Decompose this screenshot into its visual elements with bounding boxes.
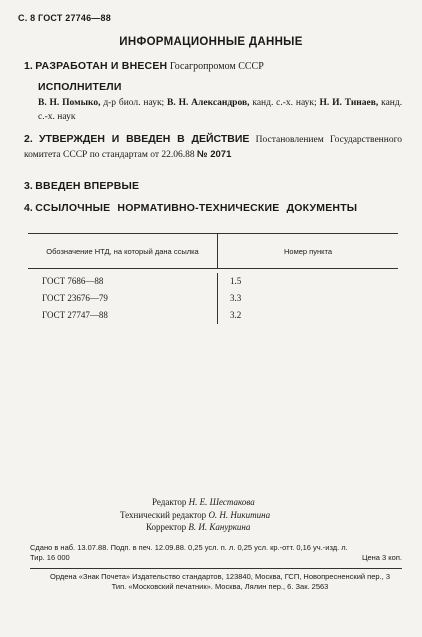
performer-1-degree: д-р биол. наук; [103,98,165,108]
section-2-heading: УТВЕРЖДЕН И ВВЕДЕН В ДЕЙСТВИЕ [39,133,250,145]
tech-editor-line [120,509,270,522]
publisher-footer [30,572,410,592]
performer-3-degree: канд. с.-х. наук [38,98,403,122]
table-cell-document: ГОСТ 23676—79 [28,290,218,307]
performers-list [38,97,402,124]
page-header: С. 8 ГОСТ 27746—88 [18,13,111,23]
section-4-heading: ССЫЛОЧНЫЕ НОРМАТИВНО-ТЕХНИЧЕСКИЕ ДОКУМЕНТЫ [35,202,358,214]
reference-table [28,233,398,324]
section-2 [24,133,402,162]
performer-2-name: В. Н. Александров, [167,98,250,108]
imprint-block [30,543,402,563]
section-4 [24,201,402,216]
imprint-circulation: Тир. 16 000 [30,553,70,562]
corrector-line [120,521,270,534]
table-header-document: Обозначение НТД, на который дана ссылка [28,234,218,268]
table-cell-item: 3.2 [230,310,242,320]
corrector-label: Корректор [146,522,187,532]
section-1-heading: РАЗРАБОТАН И ВНЕСЕН [35,60,168,72]
imprint-price: Цена 3 коп. [361,553,402,562]
section-2-decree-number: № 2071 [197,148,232,160]
section-1-number: 1. [24,60,33,72]
tech-editor-label: Технический редактор [120,509,207,520]
table-header-row [28,234,398,269]
table-cell-document: ГОСТ 7686—88 [28,273,218,290]
performers-heading: ИСПОЛНИТЕЛИ [38,81,122,93]
table-cell-item: 1.5 [230,276,242,286]
performer-1-name: В. Н. Помыко, [38,98,101,108]
table-row [28,273,398,290]
table-row [28,290,398,307]
editor-name: Н. Е. Шестакова [188,497,255,507]
section-3 [24,179,139,194]
table-cell-document: ГОСТ 27747—88 [28,307,218,324]
imprint-line-1: Сдано в наб. 13.07.88. Подп. в печ. 12.09.88. 0,25 усл. п. л. 0,25 усл. кр.-отт. 0,16 уч.-изд. л. [30,543,348,552]
table-row [28,307,398,324]
section-4-number: 4. [24,202,33,214]
editor-line [120,496,270,509]
table-header-item: Номер пункта [283,246,332,256]
editors-block [120,496,270,534]
imprint-line-2 [30,553,402,563]
page-title: ИНФОРМАЦИОННЫЕ ДАННЫЕ [119,36,303,48]
section-1 [24,59,404,74]
section-2-text: Постановлением Государственного комитета СССР по стандартам от 22.06.88 [24,135,403,160]
performer-3-name: Н. И. Тинаев, [319,98,379,108]
section-3-heading: ВВЕДЕН ВПЕРВЫЕ [35,180,140,192]
tech-editor-name: О. Н. Никитина [208,509,271,520]
printer-line: Тип. «Московский печатник». Москва, Лялин пер., 6. Зак. 2563 [111,582,329,591]
performers-heading-block [38,80,122,95]
corrector-name: В. И. Кануркина [188,522,251,532]
publisher-line: Ордена «Знак Почета» Издательство стандартов, 123840, Москва, ГСП, Новопресненский пер., 3 [50,572,390,581]
footer-rule [30,568,402,569]
section-1-text: Госагропромом СССР [169,61,264,72]
table-cell-item: 3.3 [230,293,242,303]
performer-2-degree: канд. с.-х. наук; [252,98,317,108]
section-3-number: 3. [24,180,33,192]
section-2-number: 2. [24,133,33,145]
editor-label: Редактор [152,497,187,507]
